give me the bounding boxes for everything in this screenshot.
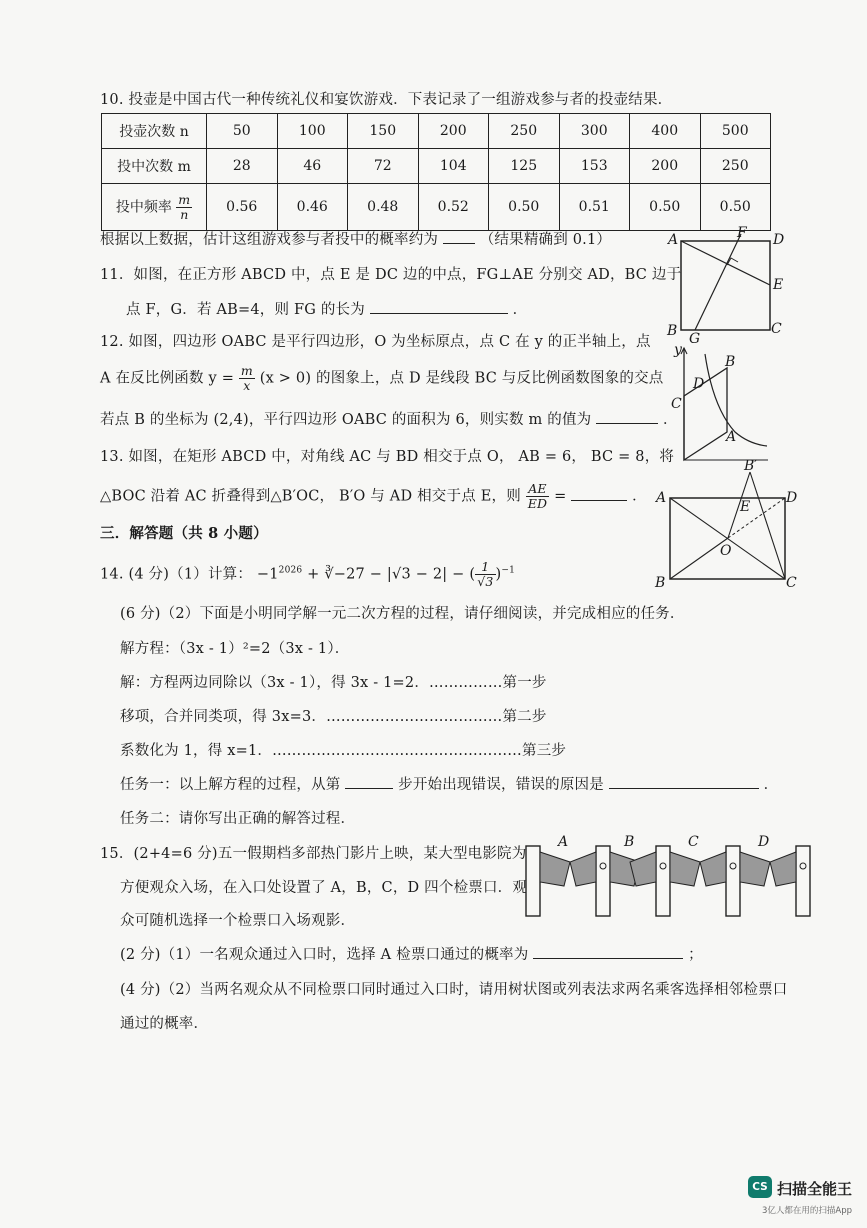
q11-line2: [126, 298, 527, 319]
answer-blank[interactable]: [571, 485, 627, 501]
q15-part1: [120, 943, 703, 964]
freq-fraction: [176, 193, 192, 222]
ticket-gates-figure: [520, 832, 820, 922]
label-A: A: [656, 490, 667, 506]
q12-line2: [100, 364, 664, 393]
label-D: D: [773, 232, 785, 248]
answer-blank[interactable]: [533, 944, 683, 960]
label-B: B: [667, 323, 678, 339]
cell-f: 0.52: [418, 184, 489, 231]
answer-blank[interactable]: [370, 299, 508, 315]
cell-n: 150: [348, 114, 419, 149]
frac-num: m: [178, 191, 191, 207]
square-figure: [665, 222, 790, 347]
label-B: B: [725, 354, 736, 370]
gate-label-C: C: [688, 834, 699, 850]
cell-n: 200: [418, 114, 489, 149]
label-D: D: [693, 376, 705, 392]
q10-precision-note: （结果精确到 0.1）: [479, 232, 612, 248]
cell-m: 125: [489, 149, 560, 184]
frac-den: √3: [477, 574, 494, 589]
q10-text: 10. 投壶是中国古代一种传统礼仪和宴饮游戏．下表记录了一组游戏参与者的投壶结果．: [100, 92, 673, 108]
cell-m: 72: [348, 149, 419, 184]
q14-task1: [120, 773, 778, 794]
row-header-n: 投壶次数 n: [102, 114, 207, 149]
cell-n: 50: [207, 114, 278, 149]
section-title: 三．解答题（共 8 小题）: [100, 525, 268, 542]
cell-n: 400: [630, 114, 701, 149]
answer-blank[interactable]: [609, 774, 759, 790]
q13-line2: [100, 482, 647, 511]
q12-function-domain: (x > 0) 的图象上，点 D 是线段 BC 与反比例函数图象的交点: [259, 370, 664, 387]
cell-m: 28: [207, 149, 278, 184]
answer-blank[interactable]: [443, 229, 475, 245]
rectangle-fold-figure: [652, 458, 802, 593]
task1-period: ．: [763, 777, 779, 793]
expr-exponent: 2026: [278, 565, 303, 576]
cell-m: 200: [630, 149, 701, 184]
label-C: C: [671, 396, 682, 412]
label-C: C: [771, 321, 782, 337]
expr-part: −1: [256, 566, 279, 583]
answer-blank[interactable]: [596, 409, 658, 425]
q15-part2: (4 分)（2）当两名观众从不同检票口同时通过入口时，请用树状图或列表法求两名乘客选择相邻检票口: [120, 982, 788, 998]
row-header-m: 投中次数 m: [102, 149, 207, 184]
label-y: y: [674, 342, 682, 358]
label-A: A: [726, 429, 737, 445]
q13-question-text: △BOC 沿着 AC 折叠得到△B′OC， B′O 与 AD 相交于点 E，则: [100, 488, 521, 505]
frac-den: ED: [527, 496, 548, 511]
task1-text: 任务一：以上解方程的过程，从第: [120, 777, 341, 793]
table-row: [102, 149, 771, 184]
cell-f: 0.50: [630, 184, 701, 231]
cell-n: 300: [559, 114, 630, 149]
throw-results-table: [101, 113, 771, 231]
answer-blank[interactable]: [345, 774, 393, 790]
scanner-logo-icon: CS: [748, 1176, 772, 1198]
cell-f: 0.46: [277, 184, 348, 231]
freq-label: 投中频率: [115, 199, 172, 215]
expr-exponent: −1: [501, 565, 516, 576]
cell-f: 0.50: [700, 184, 771, 231]
q14-equation: 解方程：（3x - 1）²=2（3x - 1）．: [120, 641, 350, 657]
row-header-freq: [102, 184, 207, 231]
frac-num: 1: [475, 560, 495, 575]
q14-task2: 任务二：请你写出正确的解答过程．: [120, 811, 356, 827]
q12-line3: [100, 408, 678, 429]
q12-question-text: 若点 B 的坐标为 (2,4)，平行四边形 OABC 的面积为 6，则实数 m 的值为: [100, 412, 592, 428]
q11-period: ．: [512, 302, 528, 318]
q12-function-text: A 在反比例函数 y =: [100, 370, 235, 387]
frac-den: n: [180, 206, 189, 222]
cell-f: 0.51: [559, 184, 630, 231]
q13-line1: 13. 如图，在矩形 ABCD 中，对角线 AC 与 BD 相交于点 O， AB = 6， BC = 8，将: [100, 449, 675, 465]
q15-line3: 众可随机选择一个检票口入场观影．: [120, 913, 356, 929]
cell-f: 0.56: [207, 184, 278, 231]
gate-label-D: D: [758, 834, 770, 850]
scanner-brand: 扫描全能王: [777, 1180, 853, 1198]
expr-part: + ∛−27 − |√3 − 2| − (: [302, 566, 476, 583]
cell-f: 0.48: [348, 184, 419, 231]
gate-label-A: A: [558, 834, 569, 850]
q15-part2-cont: 通过的概率．: [120, 1016, 209, 1032]
cell-n: 500: [700, 114, 771, 149]
q13-period: ．: [632, 488, 647, 505]
table-row: [102, 114, 771, 149]
cell-m: 104: [418, 149, 489, 184]
q15-part1-text: (2 分)（1）一名观众通过入口时，选择 A 检票口通过的概率为: [120, 947, 529, 963]
cell-n: 250: [489, 114, 560, 149]
gate-label-B: B: [624, 834, 635, 850]
label-E: E: [773, 277, 784, 293]
label-A: A: [668, 232, 679, 248]
label-O: O: [720, 543, 732, 559]
scanner-tagline: 3亿人都在用的扫描App: [762, 1206, 853, 1216]
frac-num: m: [240, 363, 253, 378]
cell-m: 250: [700, 149, 771, 184]
ae-over-ed-fraction: [526, 482, 550, 511]
label-C: C: [786, 575, 797, 591]
q15-line1: 15．(2+4=6 分)五一假期档多部热门影片上映，某大型电影院为: [100, 846, 527, 862]
label-F: F: [737, 225, 747, 241]
q11-question-text: 点 F，G．若 AB=4，则 FG 的长为: [126, 302, 365, 318]
q15-semicolon: ；: [688, 947, 703, 963]
q14-step3: 系数化为 1，得 x=1．……………………………………………第三步: [120, 743, 567, 759]
parallelogram-figure: [662, 340, 775, 465]
cell-m: 153: [559, 149, 630, 184]
task1-text: 步开始出现错误，错误的原因是: [398, 777, 604, 793]
q12-line1: 12. 如图，四边形 OABC 是平行四边形，O 为坐标原点，点 C 在 y 的正半轴上，点: [100, 334, 651, 350]
label-Bprime: B′: [744, 458, 758, 474]
cell-n: 100: [277, 114, 348, 149]
q14-part2: (6 分)（2）下面是小明同学解一元二次方程的过程，请仔细阅读，并完成相应的任务．: [120, 606, 685, 622]
label-D: D: [786, 490, 798, 506]
frac-num: AE: [526, 482, 550, 497]
frac-den: x: [243, 378, 251, 393]
q13-equals: =: [554, 488, 567, 505]
q10-question: [100, 228, 611, 249]
expr-part: ): [495, 566, 502, 583]
cell-m: 46: [277, 149, 348, 184]
q15-line2: 方便观众入场，在入口处设置了 A，B，C，D 四个检票口．观: [120, 880, 528, 896]
m-over-x-fraction: [239, 364, 255, 393]
q14-label: 14. (4 分)（1）计算：: [100, 566, 253, 583]
q14-part1: [100, 560, 515, 589]
q10-question-text: 根据以上数据，估计这组游戏参与者投中的概率约为: [100, 232, 439, 248]
q14-step2: 移项，合并同类项，得 3x=3．………………………………第二步: [120, 709, 547, 725]
q11-line1: 11．如图，在正方形 ABCD 中，点 E 是 DC 边的中点，FG⊥AE 分别交 AD，BC 边于: [100, 267, 682, 283]
label-B: B: [655, 575, 666, 591]
cell-f: 0.50: [489, 184, 560, 231]
q12-period: ．: [662, 412, 678, 428]
label-G: G: [689, 331, 701, 347]
label-E: E: [740, 499, 751, 515]
one-over-root3-fraction: [475, 560, 495, 589]
q14-step1: 解：方程两边同除以（3x - 1），得 3x - 1=2．……………第一步: [120, 675, 547, 691]
